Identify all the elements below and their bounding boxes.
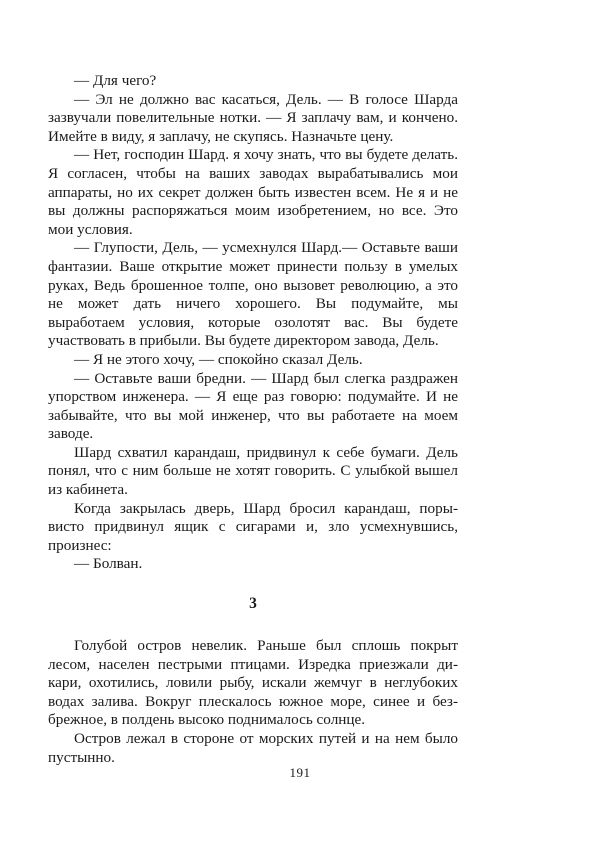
- dialogue-line: — Оставьте ваши бредни. — Шард был слегка раздражен упорством инженера. — Я еще раз говорю: подумайте. И не забывайте, что вы мой инженер, что вы работаете на моем заводе.: [48, 369, 458, 443]
- narrative-paragraph: Шард схватил карандаш, придвинул к себе бумаги. Дель понял, что с ним больше не хотят говорить. С улыбкой вышел из кабинета.: [48, 443, 458, 499]
- page-body: [48, 72, 458, 767]
- narrative-paragraph: Остров лежал в стороне от морских путей и на нем было пустынно.: [48, 730, 458, 766]
- page-number: 191: [289, 765, 311, 780]
- dialogue-line: — Я не этого хочу, — спокойно сказал Дель.: [74, 350, 363, 368]
- chapter-number: 3: [249, 595, 257, 613]
- dialogue-line: — Болван.: [74, 555, 143, 573]
- narrative-paragraph: Когда закрылась дверь, Шард бросил карандаш, порывисто придвинул ящик с сигарами и, зло усмехнувшись, произнес:: [48, 499, 458, 554]
- dialogue-line: — Эл не должно вас касаться, Дель. — В голосе Шарда зазвучали повелительные нотки. — Я заплачу вам, и кончено. Имейте в виду, я заплачу, не скупясь. Назначьте цену.: [48, 90, 458, 145]
- dialogue-line: — Для чего?: [74, 72, 157, 89]
- dialogue-line: — Глупости, Дель, — усмехнулся Шард.— Оставьте ваши фантазии. Ваше открытие может принести пользу в умелых руках, Ведь брошенное толпе, оно вызовет революцию, а это не может дать ничего хорошего. Вы подумайте, мы выработаем условия, которые озолотят вас. Вы будете участвовать в прибыли. Вы будете директором завода, Дель.: [48, 239, 458, 350]
- dialogue-line: — Нет, господин Шард. я хочу знать, что вы будете делать. Я согласен, чтобы на ваших заводах вырабатывались мои аппараты, но их секрет должен быть известен всем. Не я и не вы должны распоряжаться моим изобретением, но все. Это мои условия.: [48, 146, 458, 238]
- narrative-paragraph: Голубой остров невелик. Раньше был сплошь покрыт лесом, населен пестрыми птицами. Изредка приезжали дикари, охотились, ловили рыбу, искали жемчуг в неглубоких водах залива. Вокруг плескалось южное море, синее и безбрежное, в полдень высоко поднималось солнце.: [48, 637, 458, 729]
